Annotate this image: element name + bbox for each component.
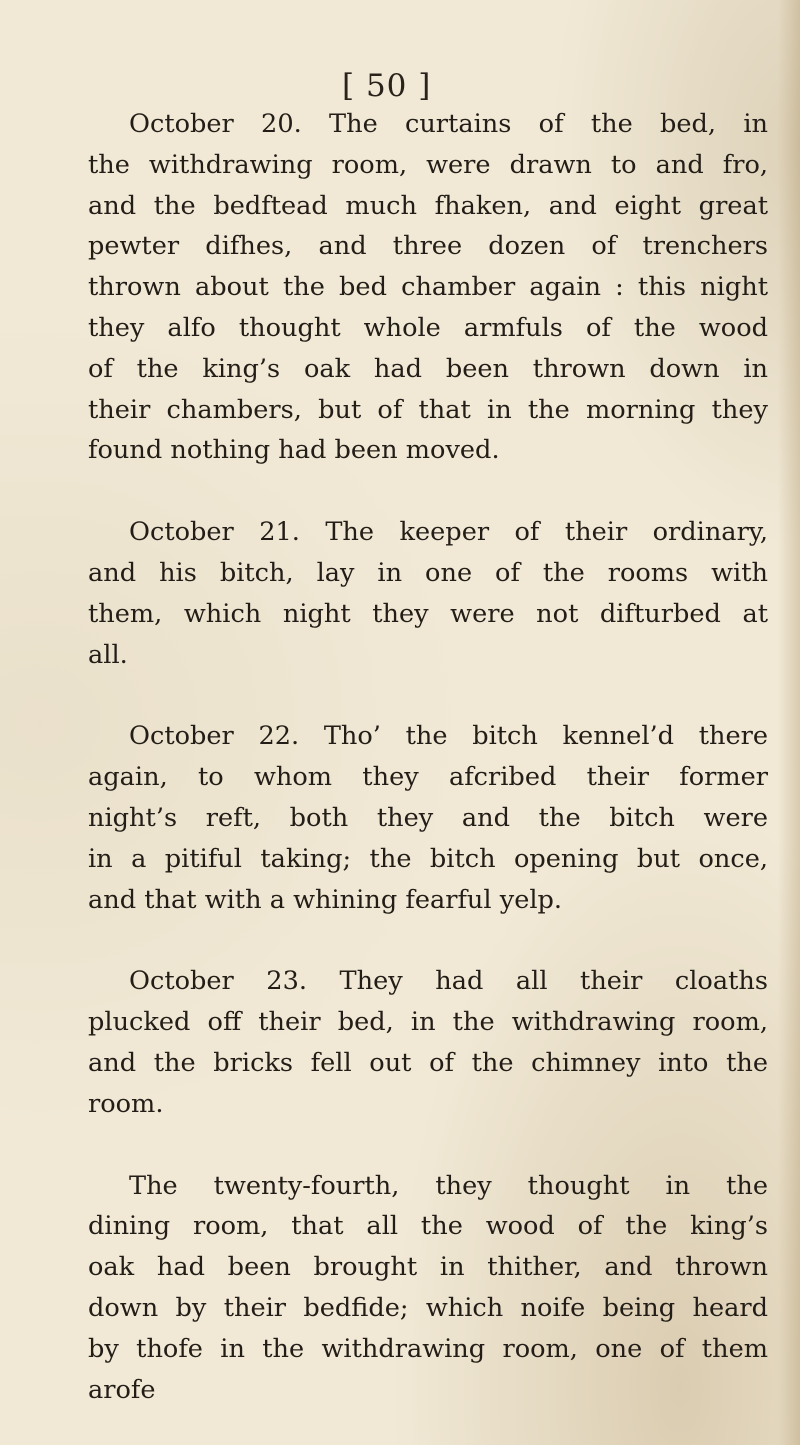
- paragraph-october-23: [88, 961, 768, 1124]
- text-line: October 21. The keeper of their ordinary,: [129, 517, 768, 548]
- text-line: October 22. Tho’ the bitch kennel’d there: [129, 721, 768, 752]
- text-line: and that with a whining fearful yelp.: [88, 884, 563, 915]
- text-line: again, to whom they afcribed their former: [88, 762, 768, 793]
- paragraph-october-21: [88, 512, 768, 675]
- text-line: by thofe in the withdrawing room, one of them: [88, 1333, 768, 1364]
- page-number: [ 50 ]: [342, 68, 432, 104]
- paragraph-october-22: [88, 716, 768, 920]
- text-line: thrown about the bed chamber again : this night: [88, 272, 768, 303]
- text-line: them, which night they were not difturbed at: [88, 598, 768, 629]
- text-line: plucked off their bed, in the withdrawing room,: [88, 1007, 768, 1038]
- text-line: night’s reft, both they and the bitch were: [88, 802, 768, 833]
- text-line: of the king’s oak had been thrown down in: [88, 353, 768, 384]
- text-line: found nothing had been moved.: [88, 435, 500, 466]
- text-line: October 23. They had all their cloaths: [129, 966, 768, 997]
- text-line: the withdrawing room, were drawn to and fro,: [88, 149, 768, 180]
- text-line: all.: [88, 639, 128, 670]
- text-line: and his bitch, lay in one of the rooms with: [88, 557, 768, 588]
- text-line: and the bricks fell out of the chimney into the: [88, 1047, 768, 1078]
- text-line: oak had been brought in thither, and thrown: [88, 1252, 768, 1283]
- text-line: in a pitiful taking; the bitch opening but once,: [88, 843, 768, 874]
- text-line: down by their bedfide; which noife being heard: [88, 1292, 768, 1323]
- text-line: their chambers, but of that in the morning they: [88, 394, 768, 425]
- page-edge-shading: [778, 0, 800, 1445]
- text-line: they alfo thought whole armfuls of the wood: [88, 312, 768, 343]
- text-line: October 20. The curtains of the bed, in: [129, 109, 768, 139]
- text-line: The twenty-fourth, they thought in the: [129, 1170, 768, 1201]
- text-line: dining room, that all the wood of the king’s: [88, 1211, 768, 1242]
- paragraph-october-20: [88, 104, 768, 471]
- paragraph-twenty-fourth: [88, 1166, 768, 1411]
- text-line: pewter difhes, and three dozen of trenchers: [88, 231, 768, 262]
- body-text: [88, 104, 768, 1410]
- text-line: and the bedftead much fhaken, and eight great: [88, 190, 768, 221]
- catchword: arofe: [88, 1374, 156, 1405]
- text-line: room.: [88, 1088, 164, 1119]
